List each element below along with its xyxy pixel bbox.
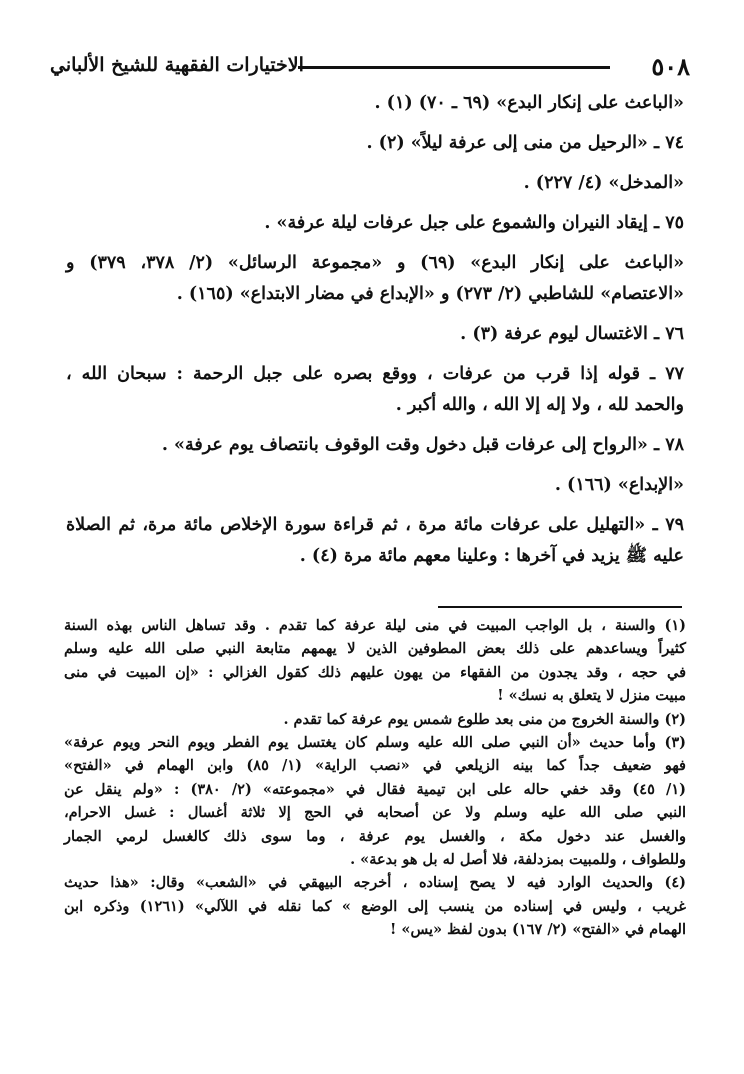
text-line: عليه ﷺ يزيد في آخرها : وعلينا معهم مائة مرة (٤) .: [299, 546, 684, 566]
footnotes: [64, 614, 686, 942]
footnote-line: في حجه ، وقد يجدون من الفقهاء من يهون عليهم ذلك كقول الغزالي : «إن المبيت في منى: [64, 663, 686, 681]
text-line: ٧٤ ـ «الرحيل من منى إلى عرفة ليلاً» (٢) .: [366, 133, 684, 153]
text-line: «الباعث على إنكار البدع» (٦٩) و «مجموعة الرسائل» (٢/ ٣٧٨، ٣٧٩) و: [66, 253, 685, 273]
running-title: الاختيارات الفقهية للشيخ الألباني: [50, 54, 304, 76]
page-header: [50, 52, 690, 86]
footnote-separator: [438, 606, 682, 608]
text-line: «الإبداع» (١٦٦) .: [554, 475, 684, 495]
footnote-line: وللطواف ، وللمبيت بمزدلفة، فلا أصل له بل هو بدعة» .: [350, 851, 686, 869]
text-line: ٧٧ ـ قوله إذا قرب من عرفات ، ووقع بصره على جبل الرحمة : سبحان الله ،: [66, 364, 684, 384]
footnote-line: (١/ ٤٥) وقد خفي حاله على ابن تيمية فقال في «مجموعته» (٢/ ٣٨٠) : «ولم ينقل عن: [64, 780, 686, 798]
footnote-line: الهمام في «الفتح» (٢/ ١٦٧) بدون لفظ «يس» !: [390, 921, 686, 939]
footnote-line: (٣) وأما حديث «أن النبي صلى الله عليه وسلم كان يغتسل يوم الفطر ويوم النحر ويوم عرفة»: [64, 734, 686, 752]
page-number: ٥٠٨: [651, 52, 690, 81]
text-line: ٧٩ ـ «التهليل على عرفات مائة مرة ، ثم قراءة سورة الإخلاص مائة مرة، ثم الصلاة: [66, 515, 684, 535]
footnote-line: (٤) والحديث الوارد فيه لا يصح إسناده ، أخرجه البيهقي في «الشعب» وقال: «هذا حديث: [64, 874, 686, 892]
footnote-line: غريب ، وليس في إسناده من ينسب إلى الوضع » كما نقله في اللآلي» (١٢٦١) وذكره ابن: [64, 897, 686, 915]
footnote-line: كثيراً ويساعدهم على ذلك بعض المطوفين الذين لا يهمهم متابعة النبي صلى الله عليه وسلم: [64, 640, 686, 658]
text-line: «الاعتصام» للشاطبي (٢/ ٢٧٣) و «الإبداع في مضار الابتداع» (١٦٥) .: [176, 284, 684, 304]
text-line: «الباعث على إنكار البدع» (٦٩ ـ ٧٠) (١) .: [374, 93, 684, 113]
text-line: «المدخل» (٤/ ٢٢٧) .: [523, 173, 684, 193]
text-line: ٧٥ ـ إيقاد النيران والشموع على جبل عرفات ليلة عرفة» .: [264, 213, 684, 233]
footnote-line: فهو ضعيف جداً كما بينه الزيلعي في «نصب الراية» (١/ ٨٥) وابن الهمام في «الفتح»: [64, 757, 686, 775]
text-line: ٧٦ ـ الاغتسال ليوم عرفة (٣) .: [460, 324, 684, 344]
footnote-line: مبيت منزل لا يتعلق به نسك» !: [497, 687, 686, 705]
text-line: ٧٨ ـ «الرواح إلى عرفات قبل دخول وقت الوقوف بانتصاف يوم عرفة» .: [161, 435, 684, 455]
footnote-line: والغسل عند دخول مكة ، والغسل يوم عرفة ، وما سوى ذلك كالغسل لرمي الجمار: [64, 827, 686, 845]
header-rule: [298, 66, 610, 69]
main-text: [66, 88, 684, 572]
footnote-line: النبي صلى الله عليه وسلم ولا عن أصحابه في الحج إلا ثلاثة أغسال : غسل الاحرام،: [64, 804, 686, 822]
text-line: والحمد لله ، ولا إله إلا الله ، والله أكبر .: [395, 395, 684, 415]
footnote-line: (٢) والسنة الخروج من منى بعد طلوع شمس يوم عرفة كما تقدم .: [283, 710, 686, 728]
footnote-line: (١) والسنة ، بل الواجب المبيت في منى ليلة عرفة كما تقدم . وقد تساهل الناس بهذه السنة: [64, 617, 686, 634]
